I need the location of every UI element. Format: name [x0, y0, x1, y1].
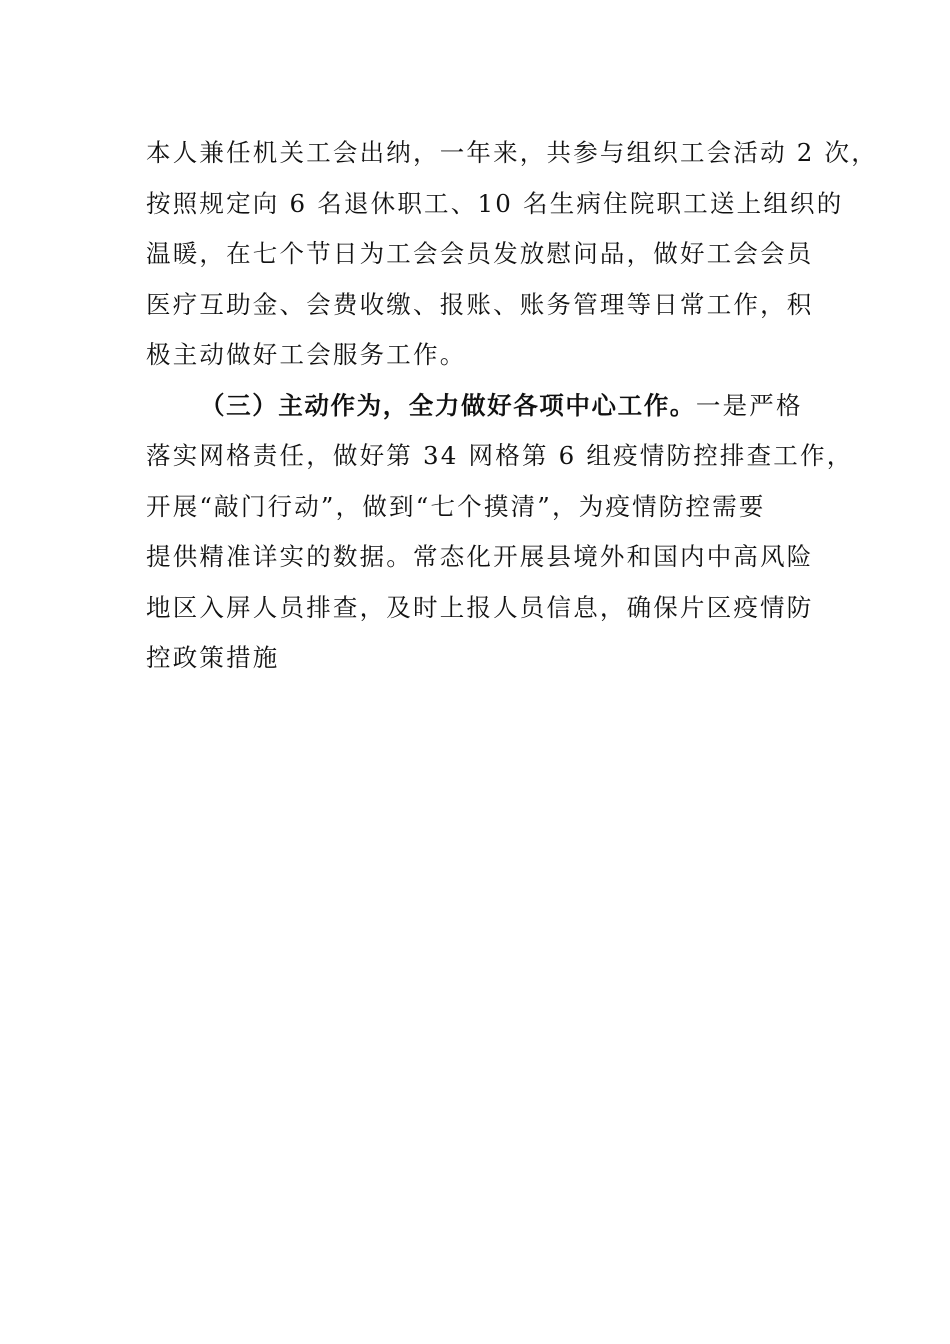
text-line: 控政策措施 — [146, 643, 280, 672]
section-heading: （三）主动作为，全力做好各项中心工作。 — [200, 390, 696, 420]
paragraph-union-cashier — [146, 128, 878, 381]
document-body — [146, 128, 878, 684]
text-line: 温暖，在七个节日为工会会员发放慰问品，做好工会会员 — [146, 239, 814, 268]
text-line: 极主动做好工会服务工作。 — [146, 340, 467, 369]
text-line: 落实网格责任，做好第 34 网格第 6 组疫情防控排查工作， — [146, 441, 854, 470]
text-line: 医疗互助金、会费收缴、报账、账务管理等日常工作，积 — [146, 289, 814, 319]
text-line: 本人兼任机关工会出纳，一年来，共参与组织工会活动 2 次， — [146, 138, 878, 167]
text-line-with-heading — [146, 381, 816, 432]
text-line: 开展“敲门行动”，做到“七个摸清”，为疫情防控需要 — [146, 491, 766, 521]
text-line: 按照规定向 6 名退休职工、10 名生病住院职工送上组织的 — [146, 188, 844, 218]
text-line: 地区入屏人员排查，及时上报人员信息，确保片区疫情防 — [146, 592, 814, 622]
text-line: 提供精准详实的数据。常态化开展县境外和国内中高风险 — [146, 542, 814, 571]
heading-line-rest: 一是严格 — [695, 390, 803, 420]
paragraph-central-work — [146, 381, 854, 684]
